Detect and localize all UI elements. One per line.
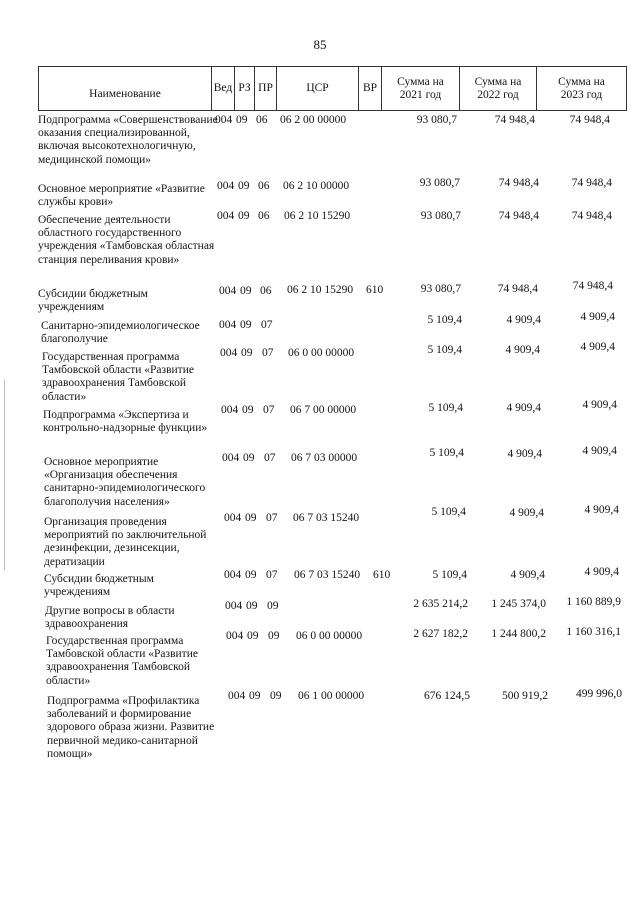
row-ved: 004 [219,319,237,331]
row-name: Государственная программа Тамбовской области «Развитие здравоохранения Тамбовской области» [42,351,194,403]
row-sum-2021: 676 124,5 [424,690,470,702]
row-name: Субсидии бюджетным учреждениям [44,573,154,599]
row-ved: 004 [224,512,242,524]
row-ved: 004 [228,690,246,702]
row-sum-2022: 74 948,4 [494,114,535,126]
row-rz: 09 [249,690,261,702]
header-vr: ВР [358,67,381,110]
header-pr: ПР [254,67,276,110]
row-ved: 004 [219,285,237,297]
row-sum-2022: 4 909,4 [510,569,545,581]
row-csr: 06 0 00 00000 [288,347,355,359]
row-sum-2022: 74 948,4 [498,177,539,189]
row-rz: 09 [242,404,254,416]
row-ved: 004 [224,569,242,581]
row-name: Субсидии бюджетным учреждениям [38,288,148,314]
header-name: Наименование [38,67,211,110]
row-ved: 004 [215,114,233,126]
row-rz: 09 [245,512,257,524]
row-pr: 06 [258,210,270,222]
row-csr: 06 7 03 15240 [294,569,361,581]
row-rz: 09 [238,210,250,222]
row-pr: 09 [270,690,282,702]
scan-mark [4,380,5,570]
row-sum-2023: 4 909,4 [582,445,617,457]
row-sum-2023: 4 909,4 [582,399,617,411]
row-sum-2021: 5 109,4 [427,344,462,356]
row-sum-2021: 5 109,4 [429,447,464,459]
row-rz: 09 [243,452,255,464]
row-sum-2023: 1 160 889,9 [566,596,621,608]
row-sum-2023: 1 160 316,1 [566,626,621,638]
row-sum-2021: 93 080,7 [420,283,461,295]
row-csr: 06 2 10 15290 [284,210,351,222]
row-name: Основное мероприятие «Организация обеспечения санитарно-эпидемиологического благополучия населения» [44,456,206,508]
row-name: Государственная программа Тамбовской области «Развитие здравоохранения Тамбовской области» [46,635,198,687]
header-ved: Вед [211,67,234,110]
row-sum-2021: 2 635 214,2 [413,598,468,610]
row-pr: 09 [268,630,280,642]
row-ved: 004 [217,180,235,192]
row-ved: 004 [225,600,243,612]
row-sum-2021: 5 109,4 [427,314,462,326]
row-name: Подпрограмма «Совершенствование оказания специализированной, включая высокотехнологичную, медицинской помощи» [38,114,218,166]
row-sum-2021: 5 109,4 [432,569,467,581]
row-name: Другие вопросы в области здравоохранения [45,605,175,631]
row-vr: 610 [373,569,391,581]
page-number: 85 [313,37,327,52]
row-ved: 004 [222,452,240,464]
row-name: Санитарно-эпидемиологическое благополучие [41,320,200,346]
row-sum-2023: 4 909,4 [584,504,619,516]
row-name: Подпрограмма «Профилактика заболеваний и формирование здорового образа жизни. Развитие первичной медико-санитарной помощи» [47,695,215,760]
row-csr: 06 2 00 00000 [280,114,347,126]
row-sum-2022: 4 909,4 [505,344,540,356]
header-rz: РЗ [234,67,254,110]
row-pr: 06 [260,285,272,297]
row-sum-2022: 4 909,4 [506,314,541,326]
row-rz: 09 [236,114,248,126]
row-name: Подпрограмма «Экспертиза и контрольно-надзорные функции» [43,409,208,435]
row-sum-2022: 74 948,4 [497,283,538,295]
row-sum-2022: 500 919,2 [502,690,548,702]
row-sum-2023: 4 909,4 [584,566,619,578]
row-csr: 06 2 10 00000 [283,180,350,192]
row-sum-2021: 93 080,7 [420,210,461,222]
row-pr: 09 [267,600,279,612]
row-sum-2022: 4 909,4 [507,448,542,460]
row-sum-2023: 74 948,4 [571,177,612,189]
row-csr: 06 1 00 00000 [298,690,365,702]
row-sum-2021: 5 109,4 [428,402,463,414]
row-rz: 09 [246,600,258,612]
row-csr: 06 7 03 15240 [293,512,360,524]
row-sum-2023: 4 909,4 [580,311,615,323]
row-ved: 004 [220,347,238,359]
row-sum-2021: 5 109,4 [431,506,466,518]
row-pr: 07 [266,569,278,581]
row-sum-2022: 74 948,4 [498,210,539,222]
row-sum-2021: 93 080,7 [419,177,460,189]
header-sum-2023: Сумма на 2023 год [536,67,627,110]
row-rz: 09 [240,285,252,297]
row-name: Основное мероприятие «Развитие службы крови» [38,183,205,209]
row-pr: 07 [263,404,275,416]
row-rz: 09 [241,347,253,359]
row-ved: 004 [221,404,239,416]
row-sum-2022: 4 909,4 [506,402,541,414]
row-ved: 004 [226,630,244,642]
row-vr: 610 [366,284,384,296]
header-sum-2022: Сумма на 2022 год [459,67,536,110]
row-csr: 06 7 03 00000 [291,452,358,464]
row-pr: 06 [258,180,270,192]
row-pr: 06 [256,114,268,126]
row-rz: 09 [238,180,250,192]
row-sum-2023: 74 948,4 [569,114,610,126]
row-name: Организация проведения мероприятий по заключительной дезинфекции, дезинсекции, дератизации [44,516,207,568]
row-rz: 09 [247,630,259,642]
row-sum-2023: 74 948,4 [571,210,612,222]
row-pr: 07 [262,347,274,359]
row-csr: 06 2 10 15290 [287,284,354,296]
row-name: Обеспечение деятельности областного государственного учреждения «Тамбовская областная станция переливания крови» [38,214,215,266]
row-ved: 004 [217,210,235,222]
table-header [38,66,627,111]
row-sum-2023: 74 948,4 [572,280,613,292]
header-csr: ЦСР [276,67,358,110]
row-sum-2021: 2 627 182,2 [413,628,468,640]
row-csr: 06 7 00 00000 [290,404,357,416]
row-rz: 09 [245,569,257,581]
row-pr: 07 [266,512,278,524]
row-sum-2022: 1 244 800,2 [491,628,546,640]
row-pr: 07 [261,319,273,331]
header-sum-2021: Сумма на 2021 год [381,67,459,110]
row-pr: 07 [264,452,276,464]
row-csr: 06 0 00 00000 [296,630,363,642]
row-sum-2022: 4 909,4 [509,507,544,519]
row-sum-2023: 4 909,4 [580,341,615,353]
row-sum-2021: 93 080,7 [416,114,457,126]
row-sum-2023: 499 996,0 [576,688,622,700]
row-sum-2022: 1 245 374,0 [491,598,546,610]
row-rz: 09 [240,319,252,331]
